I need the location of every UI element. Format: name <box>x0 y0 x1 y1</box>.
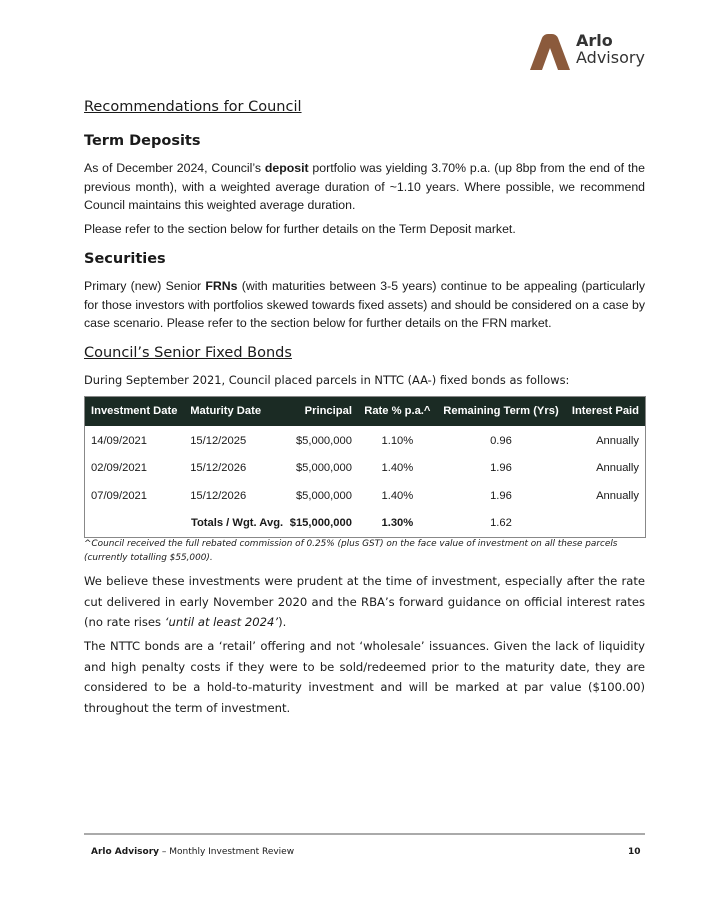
commission-footnote: ^Council received the full rebated commission of 0.25% (plus GST) on the face value of investment on all these parcels (currently totalling $55,000). <box>84 539 618 563</box>
col-principal: Principal <box>304 405 352 418</box>
term-deposits-paragraph: As of December 2024, Council’s deposit portfolio was yielding 3.70% p.a. (up 8bp from the end of the previous month), with a weighted average duration of ~1.10 years. Where possible, we recommend Council maintains this weighted average duration. <box>84 161 645 212</box>
totals-label: Totals / Wgt. Avg. <box>190 517 284 530</box>
col-rate: Rate % p.a.^ <box>364 405 431 418</box>
cell-principal: $5,000,000 <box>295 434 352 447</box>
cell-remaining-term: 0.96 <box>490 434 512 447</box>
term-deposits-heading: Term Deposits <box>84 133 201 149</box>
footer-title: Arlo Advisory – Monthly Investment Review <box>91 847 295 857</box>
cell-interest-paid: Annually <box>596 461 639 474</box>
totals-row <box>85 510 646 538</box>
cell-rate: 1.40% <box>381 489 414 502</box>
col-investment-date: Investment Date <box>91 405 178 418</box>
cell-principal: $5,000,000 <box>295 489 352 502</box>
frns-bold: FRNs <box>205 279 238 293</box>
cell-investment-date: 07/09/2021 <box>91 489 147 502</box>
guidance-quote: ‘until at least 2024’ <box>164 615 279 629</box>
cell-interest-paid: Annually <box>596 489 639 502</box>
totals-principal: $15,000,000 <box>289 517 352 530</box>
cell-remaining-term: 1.96 <box>490 461 512 474</box>
recommendations-heading: Recommendations for Council <box>84 99 302 115</box>
cell-rate: 1.40% <box>381 461 414 474</box>
table-row <box>85 454 646 482</box>
cell-investment-date: 14/09/2021 <box>91 434 147 447</box>
footer-brand: Arlo Advisory <box>91 847 160 857</box>
cell-maturity-date: 15/12/2026 <box>190 489 247 502</box>
fixed-bonds-table <box>84 396 646 538</box>
cell-rate: 1.10% <box>381 434 414 447</box>
nttc-bonds-paragraph: The NTTC bonds are a ‘retail’ offering and not ‘wholesale’ issuances. Given the lack of liquidity and high penalty costs if they were to be sold/redeemed prior to the maturity date, they are considered to be a hold-to-maturity investment and will be marked at par value ($100.00) throughout the term of investment. <box>84 639 645 715</box>
col-remaining-term: Remaining Term (Yrs) <box>443 405 559 418</box>
term-deposits-refer: Please refer to the section below for further details on the Term Deposit market. <box>84 222 516 236</box>
footer-divider <box>84 833 645 835</box>
arlo-logo-icon <box>528 34 572 70</box>
bonds-prudent-paragraph: We believe these investments were prudent at the time of investment, especially after the rate cut delivered in early November 2020 and the RBA’s forward guidance on official interest rates (no rate rises ‘until at least 2024’). <box>84 574 645 629</box>
table-row <box>85 482 646 510</box>
cell-remaining-term: 1.96 <box>490 489 512 502</box>
col-maturity-date: Maturity Date <box>190 405 262 418</box>
cell-maturity-date: 15/12/2025 <box>190 434 247 447</box>
senior-fixed-bonds-heading: Council’s Senior Fixed Bonds <box>84 345 292 361</box>
cell-interest-paid: Annually <box>596 434 639 447</box>
table-header-row <box>85 397 646 426</box>
logo-text-line1: Arlo <box>576 31 613 50</box>
col-interest-paid: Interest Paid <box>571 405 639 418</box>
page-number: 10 <box>628 847 641 857</box>
totals-remaining-term: 1.62 <box>490 517 512 530</box>
cell-principal: $5,000,000 <box>295 461 352 474</box>
cell-maturity-date: 15/12/2026 <box>190 461 247 474</box>
securities-paragraph: Primary (new) Senior FRNs (with maturities between 3-5 years) continue to be appealing (particularly for those investors with portfolios skewed towards fixed assets) and should be considered on a case by case scenario. Please refer to the section below for further details on the FRN market. <box>84 279 645 330</box>
table-row <box>85 426 646 454</box>
securities-heading: Securities <box>84 251 166 267</box>
arlo-advisory-logo <box>528 32 648 72</box>
cell-investment-date: 02/09/2021 <box>91 461 147 474</box>
bonds-intro: During September 2021, Council placed parcels in NTTC (AA-) fixed bonds as follows: <box>84 373 570 387</box>
deposit-bold: deposit <box>264 161 309 175</box>
logo-text-line2: Advisory <box>576 48 645 67</box>
totals-rate: 1.30% <box>381 517 414 530</box>
